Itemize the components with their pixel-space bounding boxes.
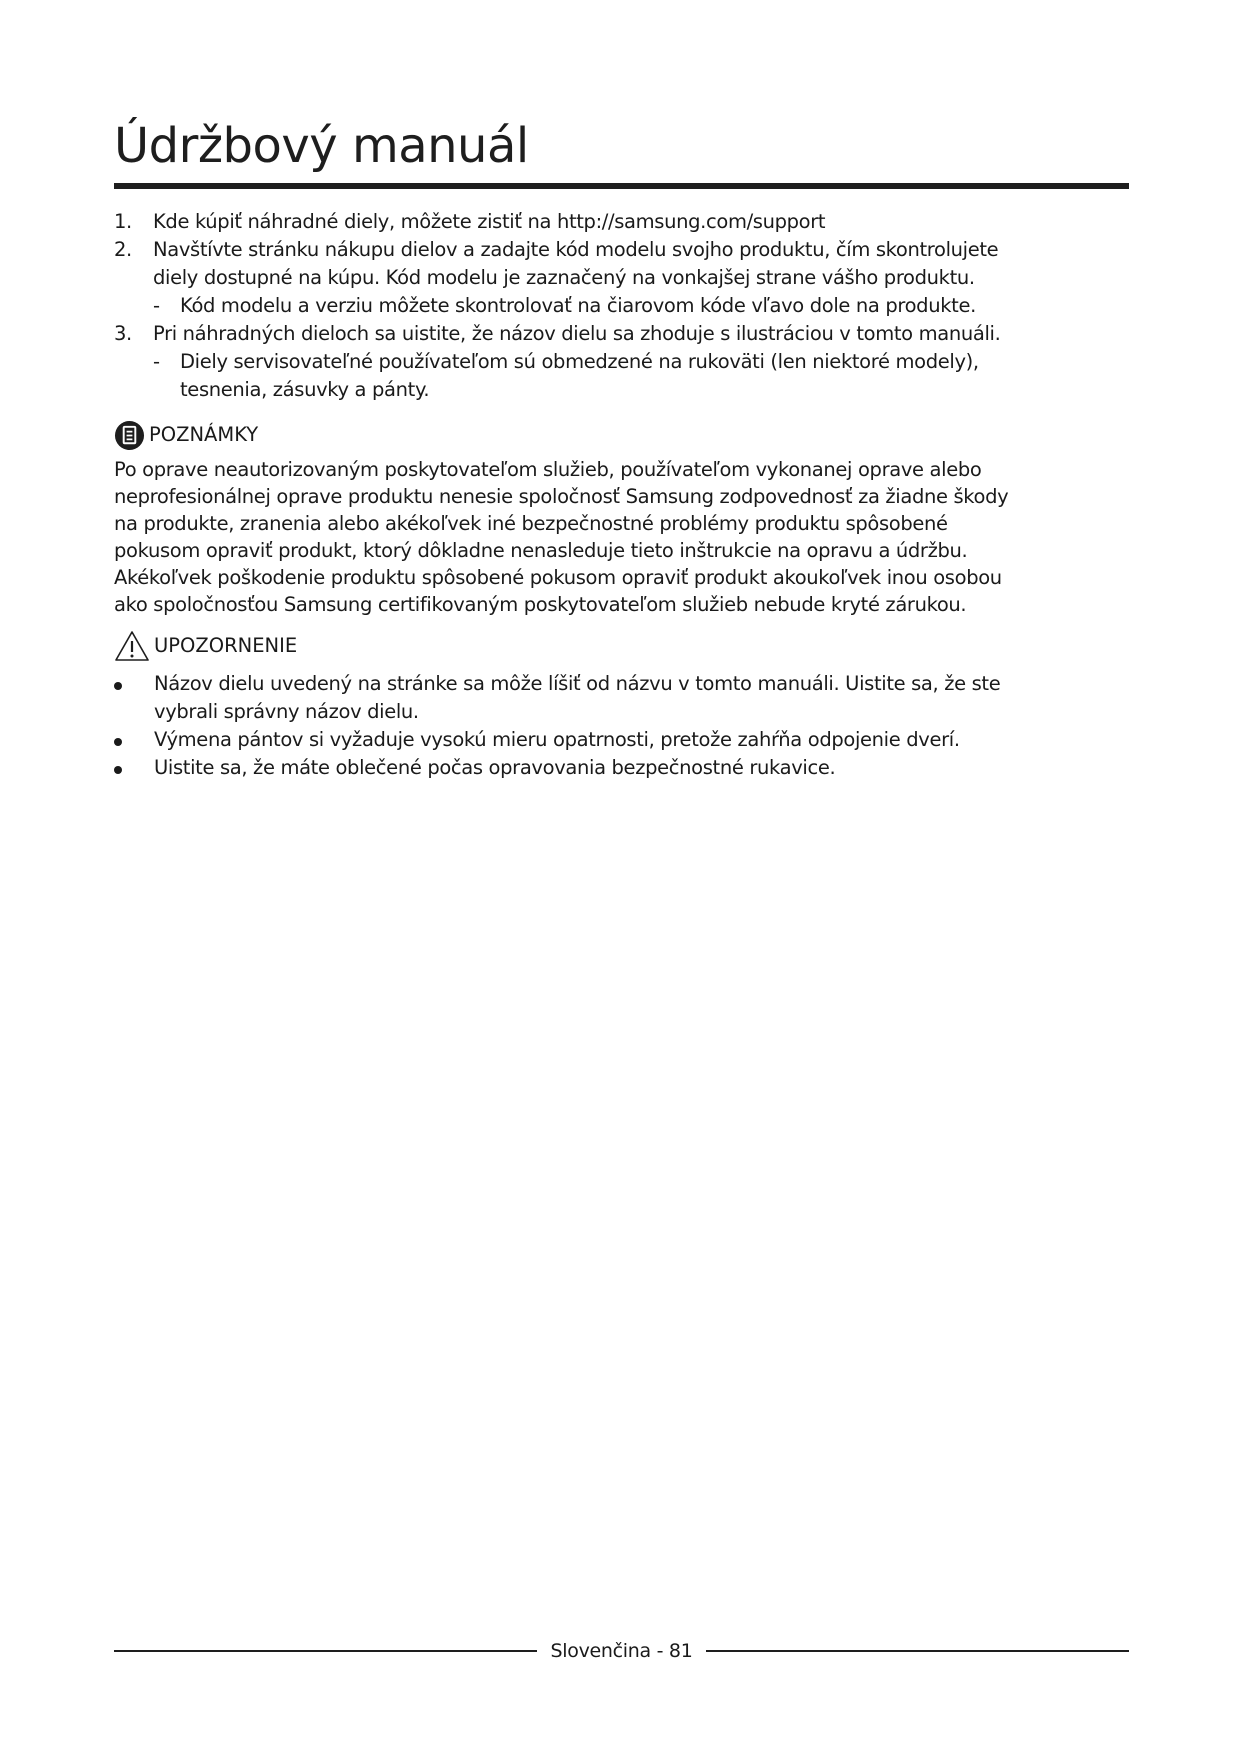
bullet-dot <box>114 738 122 746</box>
steps-list <box>114 208 1014 404</box>
bullet-dot <box>114 682 122 690</box>
footer-rule-right <box>706 1650 1129 1652</box>
notes-heading <box>114 418 1014 452</box>
title-underline <box>114 183 1129 189</box>
page-number: Slovenčina - 81 <box>550 1640 693 1662</box>
step-item <box>114 236 1014 320</box>
page-title: Údržbový manuál <box>114 118 529 174</box>
warning-triangle-icon <box>114 630 150 662</box>
step-item <box>114 320 1014 404</box>
caution-item-text: Názov dielu uvedený na stránke sa môže líšiť od názvu v tomto manuáli. Uistite sa, že ste vybrali správny názov dielu. <box>154 672 1001 723</box>
step-number: 1. <box>114 210 132 233</box>
sub-dash: - <box>153 294 160 317</box>
footer-rule-left <box>114 1650 537 1652</box>
caution-heading-label: UPOZORNENIE <box>154 634 298 657</box>
notes-body: Po oprave neautorizovaným poskytovateľom služieb, používateľom vykonanej oprave alebo neprofesionálnej oprave produktu nenesie spoločnosť Samsung zodpovednosť za žiadne škody na produkte, zranenia alebo akékoľvek iné bezpečnostné problémy produktu spôsobené pokusom opraviť produkt, ktorý dôkladne nenasleduje tieto inštrukcie na opravu a údržbu. Akékoľvek poškodenie produktu spôsobené pokusom opraviť produkt akoukoľvek inou osobou ako spoločnosťou Samsung certifikovaným poskytovateľom služieb nebude kryté zárukou. <box>114 458 1009 616</box>
caution-heading <box>114 628 1014 664</box>
caution-item <box>114 754 1014 782</box>
step-number: 3. <box>114 322 132 345</box>
step-text: Navštívte stránku nákupu dielov a zadajte kód modelu svojho produktu, čím skontrolujete diely dostupné na kúpu. Kód modelu je zaznačený na vonkajšej strane vášho produktu. <box>153 238 999 289</box>
caution-list <box>114 670 1014 782</box>
caution-item-text: Uistite sa, že máte oblečené počas opravovania bezpečnostné rukavice. <box>154 756 836 779</box>
note-icon <box>114 420 145 451</box>
caution-item-text: Výmena pántov si vyžaduje vysokú mieru opatrnosti, pretože zahŕňa odpojenie dverí. <box>154 728 960 751</box>
caution-item <box>114 670 1014 726</box>
bullet-dot <box>114 766 122 774</box>
step-sub-text: Diely servisovateľné používateľom sú obmedzené na rukoväti (len niektoré modely), tesnenia, zásuvky a pánty. <box>180 350 979 401</box>
step-number: 2. <box>114 238 132 261</box>
step-sub-item <box>153 292 1014 320</box>
caution-item <box>114 726 1014 754</box>
step-text: Pri náhradných dieloch sa uistite, že názov dielu sa zhoduje s ilustráciou v tomto manuáli. <box>153 322 1001 345</box>
sub-dash: - <box>153 350 160 373</box>
step-text: Kde kúpiť náhradné diely, môžete zistiť na http://samsung.com/support <box>153 210 826 233</box>
step-sub-item <box>153 348 1014 404</box>
notes-heading-label: POZNÁMKY <box>149 423 259 446</box>
step-item <box>114 208 1014 236</box>
content <box>114 208 1014 782</box>
page-footer <box>114 1636 1129 1666</box>
step-sub-text: Kód modelu a verziu môžete skontrolovať na čiarovom kóde vľavo dole na produkte. <box>180 294 976 317</box>
